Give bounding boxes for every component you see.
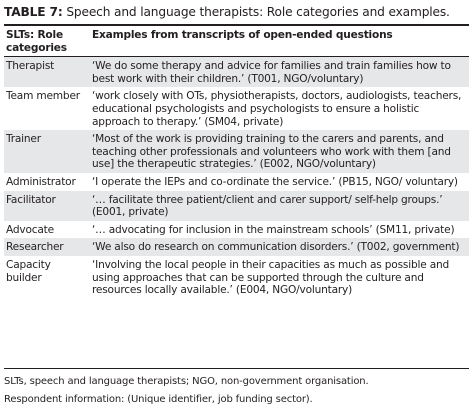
role-cell: Therapist [6, 60, 55, 73]
table-row [4, 221, 469, 239]
footnote-abbreviations: SLTs, speech and language therapists; NGO, non-government organisation. [4, 376, 369, 387]
example-cell: ‘Most of the work is providing training to the carers and parents, and teaching other professionals and volunteers who work with them [and use] the therapeutic strategies.’ (E002, NGO/voluntary) [92, 133, 451, 171]
role-cell: Capacity builder [6, 258, 51, 284]
example-cell: ‘… facilitate three patient/client and carer support/ self-help groups.’ (E001, private) [92, 193, 443, 219]
table-number: TABLE 7: [4, 5, 63, 19]
table-row [4, 57, 469, 88]
example-cell: ‘Involving the local people in their capacities as much as possible and using approaches that can be supported through the culture and resources locally available.’ (E004, NGO/voluntary) [92, 258, 450, 297]
role-cell: Team member [6, 90, 80, 103]
table-row [4, 191, 469, 221]
role-cell: Administrator [6, 175, 76, 188]
example-cell: ‘We do some therapy and advice for families and train families how to best work with their children.’ (T001, NGO/voluntary) [92, 60, 451, 85]
role-cell: Researcher [6, 241, 64, 254]
table-row [4, 238, 469, 256]
table-row [4, 130, 469, 173]
header-role: SLTs: Role categories [6, 29, 67, 54]
bottom-rule [4, 368, 469, 369]
example-cell: ‘I operate the IEPs and co-ordinate the service.’ (PB15, NGO/ voluntary) [92, 175, 458, 188]
table-caption: Speech and language therapists: Role categories and examples. [66, 5, 450, 19]
table-row [4, 256, 469, 299]
roles-table [4, 26, 469, 299]
header-row [4, 26, 469, 57]
header-examples: Examples from transcripts of open-ended questions [92, 29, 393, 41]
role-cell: Advocate [6, 223, 54, 236]
role-cell: Facilitator [6, 193, 56, 206]
table-row [4, 87, 469, 130]
example-cell: ‘We also do research on communication disorders.’ (T002, government) [92, 241, 460, 254]
table-title [4, 4, 450, 20]
footnote-respondent-info: Respondent information: (Unique identifier, job funding sector). [4, 394, 313, 405]
role-cell: Trainer [6, 133, 41, 146]
table-row [4, 173, 469, 191]
example-cell: ‘work closely with OTs, physiotherapists, doctors, audiologists, teachers, educational psychologists and psychologists to ensure a holistic approach to therapy.’ (SM04, private) [92, 90, 462, 128]
example-cell: ‘… advocating for inclusion in the mainstream schools’ (SM11, private) [92, 223, 455, 236]
